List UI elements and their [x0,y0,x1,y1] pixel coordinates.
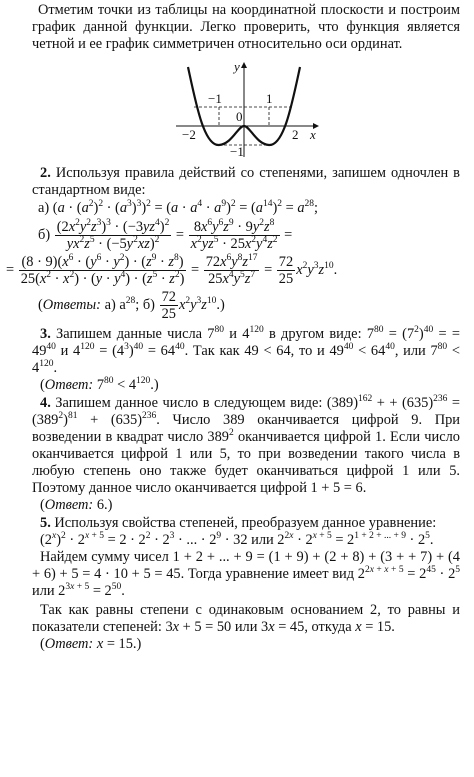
section-3-text: 3. Запишем данные числа $7^{80}$ и $4^{120}$ в другом виде: $7^{80} = (7^2)^{40}$ = = $49^{40}$ и $4^{120} = (4^3)^{40} = 64^{40}$. Так как 49 < 64, то и $49^{40} < 64^{40}$, или $7^{80} < 4^{120}$. [32,325,460,376]
tick-neg2: −2 [182,127,196,142]
y-axis-label: y [234,59,240,74]
section-2-b-line2: = $\frac{(8 \cdot 9)(x^6 \cdot (y^6 \cdot y^2) \cdot (z^9 \cdot z^8)}{25(x^2 \cdot x^2) \cdot (y \cdot y^4) \cdot (z^5 \cdot z^2)}$ = $\frac{72x^6y^8z^{17}}{25x^4y^5z^7}$ = $\frac{72}{25}$ $x^2y^3z^{10}$. [6,253,338,287]
section-5-equation: $(2^x)^2 \cdot 2^{x + 5} = 2 \cdot 2^2 \cdot 2^3$ · ... · $2^9 \cdot 32$ или $2^{2x} \cdot 2^{x + 5} = 2^{1 + 2 + ... + 9} \cdot 2^5$. [40,531,434,548]
tick-y-neg1: −1 [230,144,244,159]
section-2-answer: (Ответы: а) $a^{28}$; б) $\frac{72}{25}$ $x^2y^3z^{10}$.) [38,289,225,322]
tick-neg1: −1 [208,91,222,106]
section-3-answer: (Ответ: $7^{80} < 4^{120}$.) [40,376,159,393]
section-4-text: 4. Запишем данное число в следующем виде: $(389)^{162}$ + + $(635)^{236} = (389^2)^{81} + (635)^{236}$. Число 389 оканчивается цифрой 9. При возведении в квадрат число $389^2$ оканчивается цифрой 1. Если число оканчивается цифрой 1 или 5, то при возведении такого числа в любую степень оно также будет оканчиваться цифрой 1 или 5. Поэтому данное число оканчивается цифрой 1 + 5 = 6. [32,394,461,496]
section-2-text: 2. Используя правила действий со степенями, запишем одночлен в стандартном виде: [32,165,460,198]
section-5-conclusion: Так как равны степени с одинаковым основанием 2, то равны и показатели степеней: 3x + 5 = 50 или 3x = 45, откуда x = 15. [32,602,460,635]
function-graph [172,59,322,159]
tick-pos1: 1 [266,91,273,106]
origin-label: 0 [236,109,243,124]
section-5-sum: Найдем сумму чисел 1 + 2 + ... + 9 = (1 + 9) + (2 + 8) + (3 + + 7) + (4 + 6) + 5 = 4 · 10 + 5 = 45. Тогда уравнение имеет вид $2^{2x + x + 5} = 2^{45} \cdot 2^5$ или $2^{3x + 5} = 2^{50}$. [32,549,461,599]
section-5-answer: (Ответ: x = 15.) [40,636,142,652]
section-4-answer: (Ответ: 6.) [40,497,113,513]
section-2-b-line1: б) $\frac{(2x^2y^2z^3)^3 \cdot (-3yz^4)^2}{yx^2z^5 \cdot (-5y^2xz)^2}$ = $\frac{8x^6y^6z^9 \cdot 9y^2z^8}{x^2yz^5 \cdot 25x^2y^4z^2}$ = [38,218,293,252]
section-2-a: а) $(a \cdot (a^2)^2 \cdot (a^3)^3)^2 = (a \cdot a^4 \cdot a^9)^2 = (a^{14})^2 = a^{28}$; [38,199,319,216]
section-5-text: 5. Используя свойства степеней, преобразуем данное уравнение: [40,515,437,531]
tick-pos2: 2 [292,127,299,142]
x-axis-label: x [310,127,316,142]
intro-paragraph: Отметим точки из таблицы на координатной плоскости и построим график данной функции. Легко проверить, что функция является четной и ее график симметричен относительно оси ординат. [32,2,460,52]
